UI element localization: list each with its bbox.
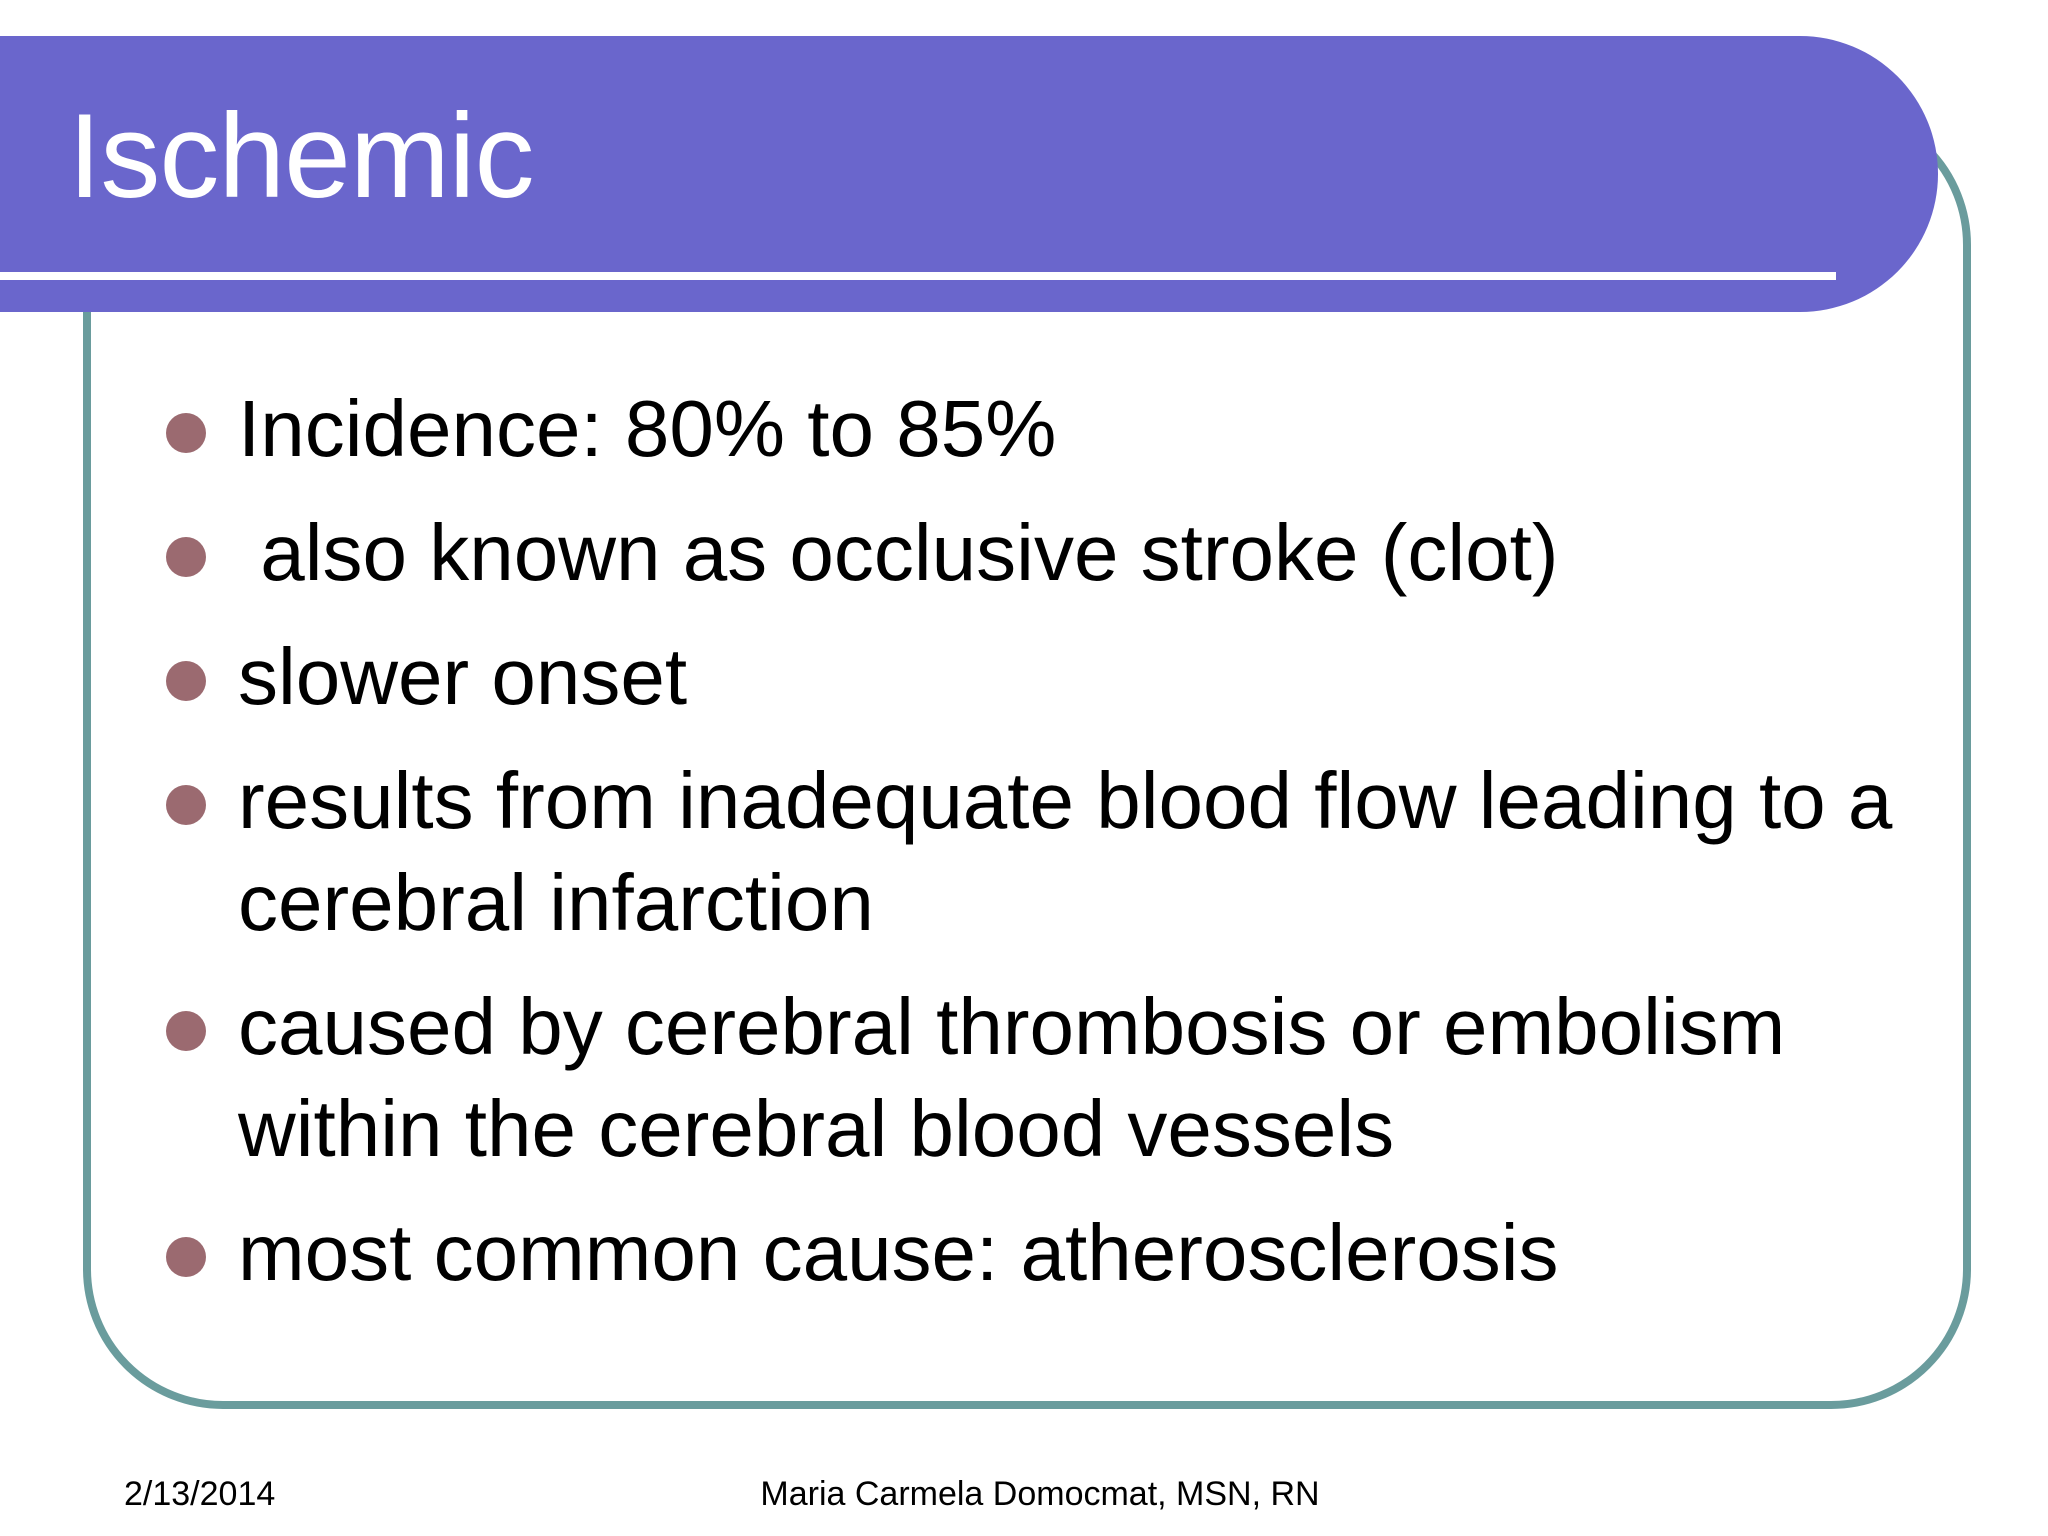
bullet-item-incidence <box>158 378 1918 480</box>
bullet-item-common-cause <box>158 1202 1918 1304</box>
bullet-item-results <box>158 750 1918 954</box>
footer-author: Maria Carmela Domocmat, MSN, RN <box>760 1475 1320 1513</box>
bullet-text: caused by cerebral thrombosis or embolism within the cerebral blood vessels <box>238 982 1786 1173</box>
bullet-text: also known as occlusive stroke (clot) <box>238 508 1559 597</box>
bullet-dot-icon <box>166 1237 206 1277</box>
bullet-dot-icon <box>166 785 206 825</box>
bullet-dot-icon <box>166 413 206 453</box>
bullet-text: most common cause: atherosclerosis <box>238 1208 1559 1297</box>
bullet-text: slower onset <box>238 632 688 721</box>
bullet-text: Incidence: 80% to 85% <box>238 384 1057 473</box>
title-underline <box>0 272 1836 280</box>
bullet-dot-icon <box>166 537 206 577</box>
bullet-item-caused-by <box>158 976 1918 1180</box>
bullet-dot-icon <box>166 1011 206 1051</box>
bullet-item-also-known-as <box>158 502 1918 604</box>
bullet-text: results from inadequate blood flow leading to a cerebral infarction <box>238 756 1893 947</box>
slide-title: Ischemic <box>68 89 534 223</box>
bullet-list <box>158 378 1918 1326</box>
bullet-item-onset <box>158 626 1918 728</box>
bullet-dot-icon <box>166 661 206 701</box>
footer-date: 2/13/2014 <box>124 1475 276 1513</box>
